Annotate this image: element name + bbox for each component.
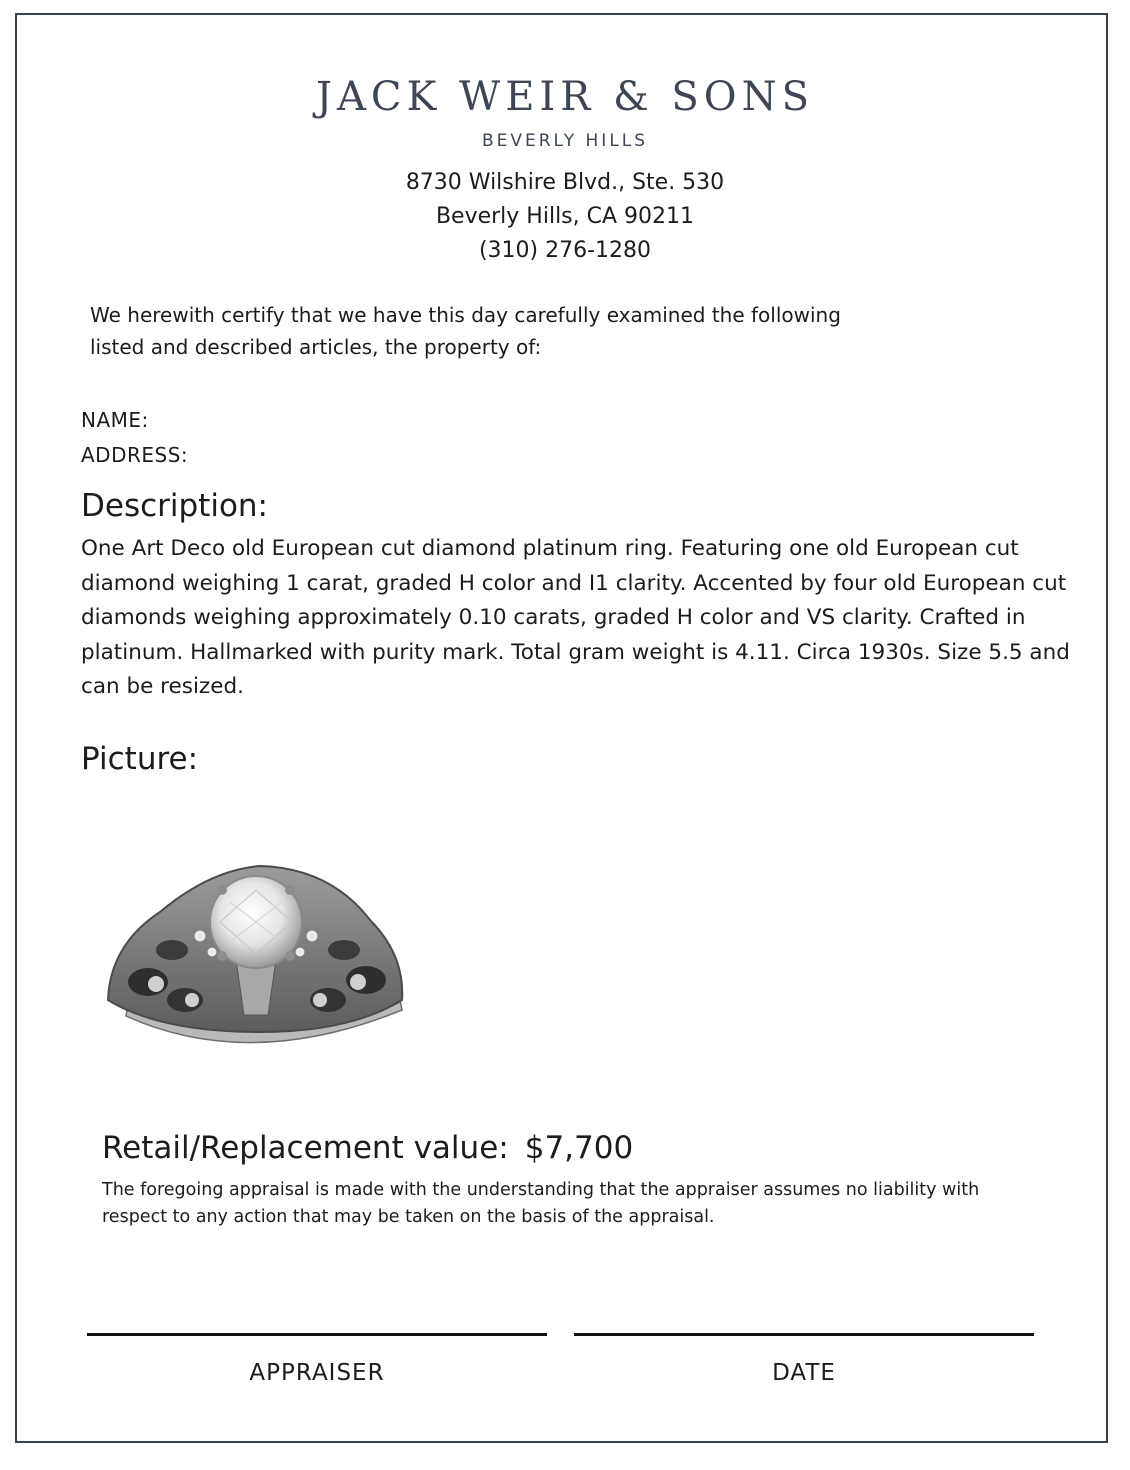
address-line-1: 8730 Wilshire Blvd., Ste. 530: [405, 170, 725, 195]
ring-photo: [100, 850, 412, 1056]
company-name: JACK WEIR & SONS: [316, 74, 814, 120]
address-label: ADDRESS:: [81, 443, 189, 467]
phone-number: (310) 276-1280: [478, 238, 652, 263]
date-signature-line: [574, 1333, 1034, 1336]
address-line-2: Beverly Hills, CA 90211: [435, 204, 695, 229]
date-label: DATE: [772, 1360, 836, 1386]
appraiser-signature-line: [87, 1333, 547, 1336]
certification-intro: [90, 299, 1050, 363]
appraiser-label: APPRAISER: [249, 1360, 385, 1386]
valuation-row: [102, 1130, 633, 1166]
description-heading: Description:: [81, 488, 268, 524]
intro-line-1: We herewith certify that we have this day carefully examined the following: [90, 303, 841, 327]
intro-line-2: listed and described articles, the property of:: [90, 335, 542, 359]
valuation-amount: $7,700: [524, 1130, 634, 1166]
disclaimer-text: The foregoing appraisal is made with the understanding that the appraiser assumes no liability with respect to any action that may be taken on the basis of the appraisal.: [102, 1180, 980, 1227]
name-label: NAME:: [81, 408, 149, 432]
picture-heading: Picture:: [81, 741, 199, 777]
valuation-label: Retail/Replacement value:: [102, 1130, 509, 1166]
company-location: BEVERLY HILLS: [481, 131, 649, 151]
description-text: One Art Deco old European cut diamond platinum ring. Featuring one old European cut diamond weighing 1 carat, graded H color and I1 clarity. Accented by four old European cut diamonds weighing approximately 0.10 carats, graded H color and VS clarity. Crafted in platinum. Hallmarked with purity mark. Total gram weight is 4.11. Circa 1930s. Size 5.5 and can be resized.: [81, 536, 1070, 699]
